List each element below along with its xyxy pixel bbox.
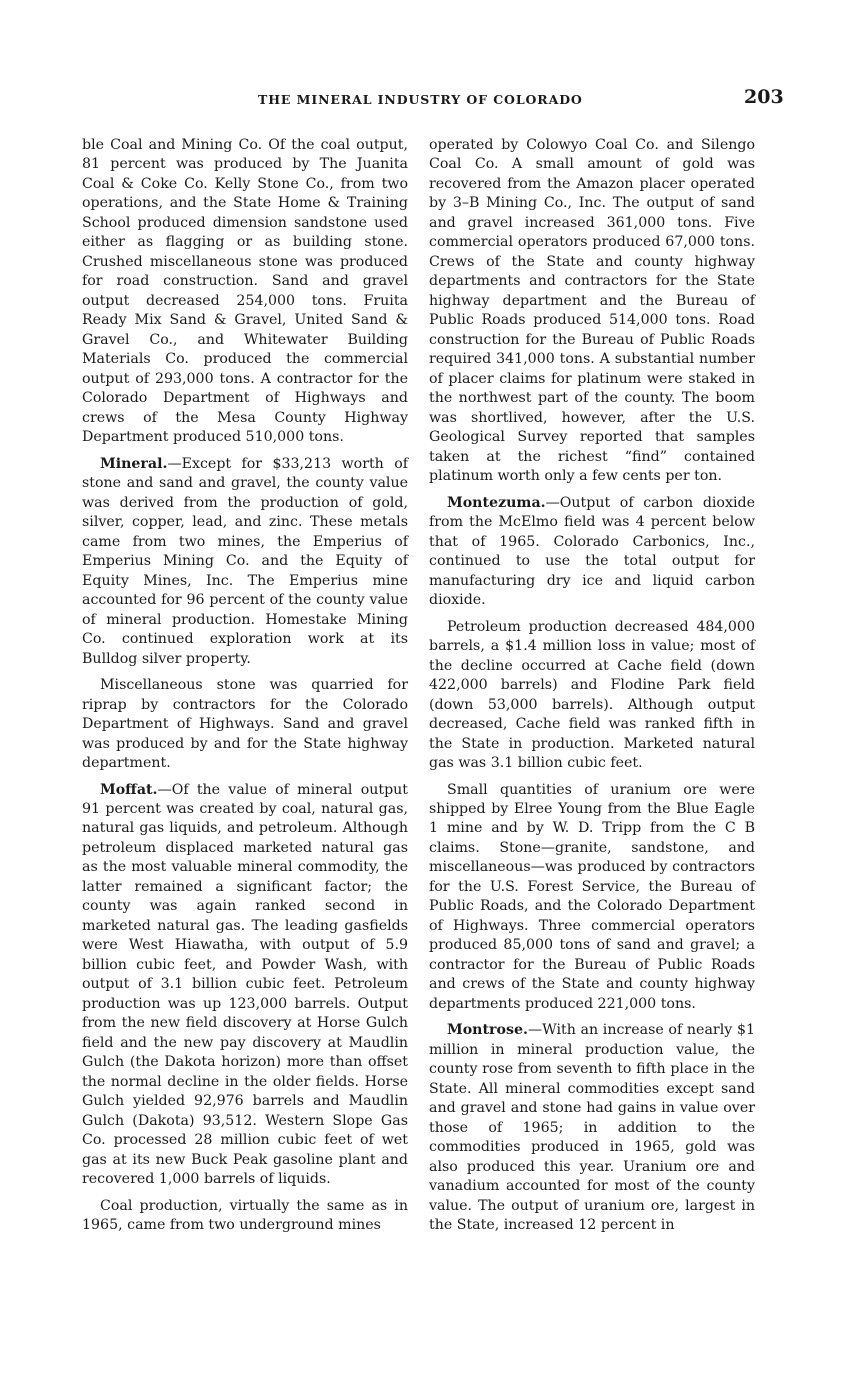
paragraph-montrose (429, 1021, 755, 1235)
right-column (429, 136, 755, 1236)
paragraph: Petroleum production decreased 484,000 barrels, a $1.4 million loss in value; most of the decline occurred at Cache field (down 422,000 barrels) and Flodine Park field (down 53,000 barrels). Although output decreased, Cache field was ranked fifth in the State in production. Marketed natural gas was 3.1 billion cubic feet. (429, 618, 755, 772)
paragraph-text: —Of the value of mineral output 91 percent was created by coal, natural gas, natural gas liquids, and petroleum. Although petroleum displaced marketed natural gas as the most valuable mineral commodity, the latter remained a significant factor; the county was again ranked second in marketed natural gas. The leading gasfields were West Hiawatha, with output of 5.9 billion cubic feet, and Powder Wash, with output of 3.1 billion cubic feet. Petroleum production was up 123,000 barrels. Output from the new field discovery at Horse Gulch field and the new pay discovery at Maudlin Gulch (the Dakota horizon) more than offset the normal decline in the older fields. Horse Gulch yielded 92,976 barrels and Maudlin Gulch (Dakota) 93,512. Western Slope Gas Co. processed 28 million cubic feet of wet gas at its new Buck Peak gasoline plant and recovered 1,000 barrels of liquids. (82, 781, 408, 1188)
section-lead-montezuma: Montezuma. (447, 494, 546, 511)
running-head: THE MINERAL INDUSTRY OF COLORADO (258, 92, 583, 107)
page-number: 203 (744, 86, 784, 108)
paragraph: Miscellaneous stone was quarried for riprap by contractors for the Colorado Department of Highways. Sand and gravel was produced by and for the State highway department. (82, 677, 408, 772)
paragraph-moffat (82, 781, 408, 1190)
section-lead-moffat: Moffat. (100, 781, 158, 798)
paragraph-mineral (82, 455, 408, 669)
paragraph: operated by Colowyo Coal Co. and Silengo Coal Co. A small amount of gold was recovered from the Amazon placer operated by 3–B Mining Co., Inc. The output of sand and gravel increased 361,000 tons. Five commercial operators produced 67,000 tons. Crews of the State and county highway departments and contractors for the State highway department and the Bureau of Public Roads produced 514,000 tons. Road construction for the Bureau of Public Roads required 341,000 tons. A substantial number of placer claims for platinum were staked in the northwest part of the county. The boom was shortlived, however, after the U.S. Geological Survey reported that samples taken at the richest “find” contained platinum worth only a few cents per ton. (429, 137, 755, 485)
paragraph-text: —Output of carbon dioxide from the McElmo field was 4 percent below that of 1965. Colorado Carbonics, Inc., continued to use the total output for manufacturing dry ice and liquid carbon dioxide. (429, 494, 755, 609)
left-column (82, 136, 408, 1236)
paragraph: ble Coal and Mining Co. Of the coal output, 81 percent was produced by The Juanita Coal & Coke Co. Kelly Stone Co., from two operations, and the State Home & Training School produced dimension sandstone used either as flagging or as building stone. Crushed miscellaneous stone was produced for road construction. Sand and gravel output decreased 254,000 tons. Fruita Ready Mix Sand & Gravel, United Sand & Gravel Co., and Whitewater Building Materials Co. produced the commercial output of 293,000 tons. A contractor for the Colorado Department of Highways and crews of the Mesa County Highway Department produced 510,000 tons. (82, 137, 408, 446)
paragraph: Small quantities of uranium ore were shipped by Elree Young from the Blue Eagle 1 mine and by W. D. Tripp from the C B claims. Stone—granite, sandstone, and miscellaneous—was produced by contractors for the U.S. Forest Service, the Bureau of Public Roads, and the Colorado Department of Highways. Three commercial operators produced 85,000 tons of sand and gravel; a contractor for the Bureau of Public Roads and crews of the State and county highway departments produced 221,000 tons. (429, 781, 755, 1012)
paragraph-text: —With an increase of nearly $1 million in mineral production value, the county rose from seventh to fifth place in the State. All mineral commodities except sand and gravel and stone had gains in value over those of 1965; in addition to the commodities produced in 1965, gold was also produced this year. Uranium ore and vanadium accounted for most of the county value. The output of uranium ore, largest in the State, increased 12 percent in (429, 1022, 755, 1234)
paragraph: Coal production, virtually the same as in 1965, came from two underground mines (82, 1197, 408, 1234)
paragraph-montezuma (429, 494, 755, 611)
section-lead-mineral: Mineral. (100, 455, 168, 472)
paragraph-text: —Except for $33,213 worth of stone and sand and gravel, the county value was derived from the production of gold, silver, copper, lead, and zinc. These metals came from two mines, the Emperius of Emperius Mining Co. and the Equity of Equity Mines, Inc. The Emperius mine accounted for 96 percent of the county value of mineral production. Homestake Mining Co. continued exploration work at its Bulldog silver property. (82, 455, 408, 667)
page-header (0, 84, 860, 114)
section-lead-montrose: Montrose. (447, 1022, 528, 1039)
